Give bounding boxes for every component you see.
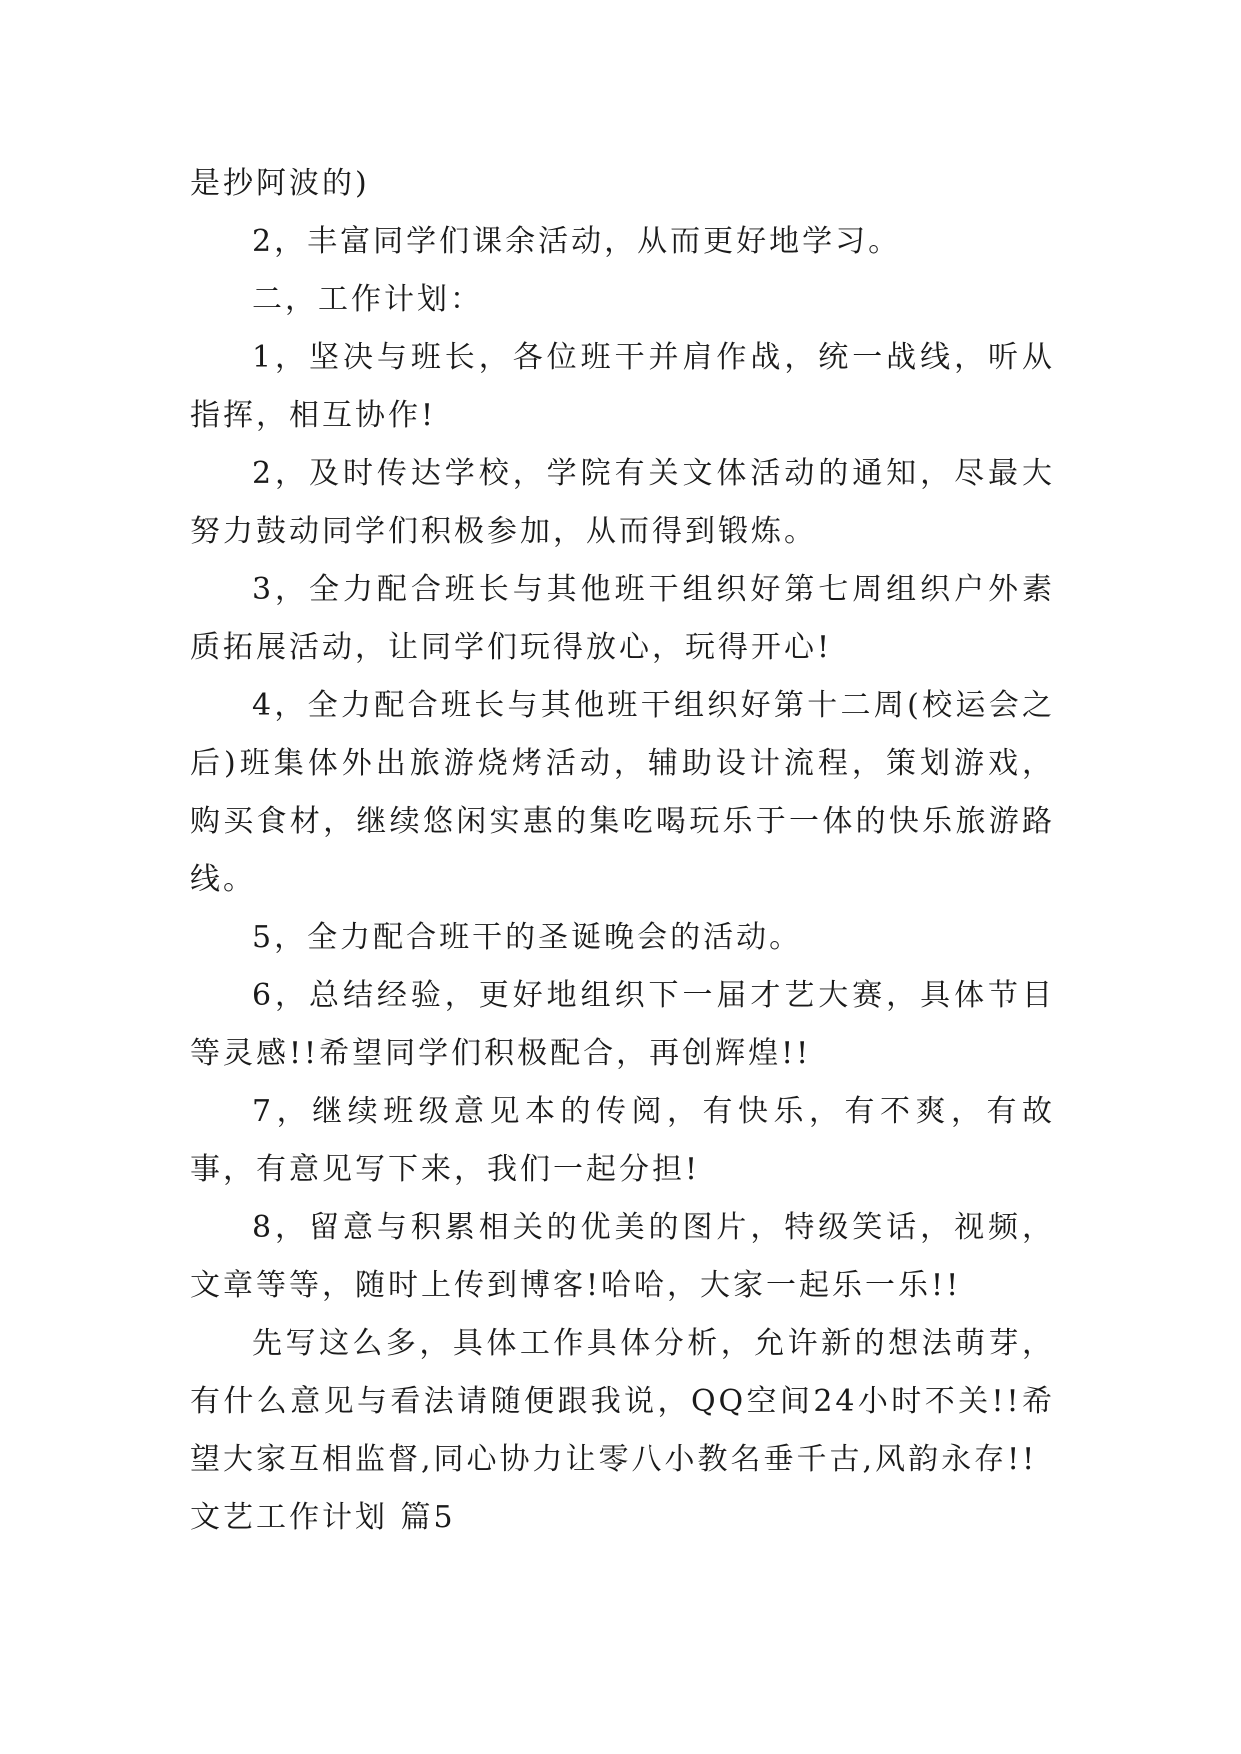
plan-item-2: 2，及时传达学校，学院有关文体活动的通知，尽最大努力鼓动同学们积极参加，从而得到锻炼。	[190, 456, 1055, 549]
paragraph-goal-2: 2，丰富同学们课余活动，从而更好地学习。	[252, 224, 902, 259]
plan-item-4: 4，全力配合班长与其他班干组织好第十二周(校运会之后)班集体外出旅游烧烤活动，辅助设计流程，策划游戏，购买食材，继续悠闲实惠的集吃喝玩乐于一体的快乐旅游路线。	[190, 688, 1055, 897]
closing-paragraph: 先写这么多，具体工作具体分析，允许新的想法萌芽，有什么意见与看法请随便跟我说，QQ空间24小时不关!!希望大家互相监督,同心协力让零八小教名垂千古,风韵永存!!	[190, 1326, 1055, 1477]
document-body	[190, 155, 1055, 1547]
paragraph-continuation: 是抄阿波的)	[190, 166, 370, 201]
plan-item-6: 6，总结经验，更好地组织下一届才艺大赛，具体节目等灵感!!希望同学们积极配合，再创辉煌!!	[190, 978, 1055, 1071]
section-heading: 文艺工作计划 篇5	[190, 1500, 456, 1535]
plan-item-7: 7，继续班级意见本的传阅，有快乐，有不爽，有故事，有意见写下来，我们一起分担!	[190, 1094, 1055, 1187]
plan-item-5: 5，全力配合班干的圣诞晚会的活动。	[252, 920, 803, 955]
plan-item-1: 1，坚决与班长，各位班干并肩作战，统一战线，听从指挥，相互协作!	[190, 340, 1055, 433]
plan-item-3: 3，全力配合班长与其他班干组织好第七周组织户外素质拓展活动，让同学们玩得放心，玩得开心!	[190, 572, 1055, 665]
section-title-work-plan: 二，工作计划：	[252, 282, 483, 317]
plan-item-8: 8，留意与积累相关的优美的图片，特级笑话，视频，文章等等，随时上传到博客!哈哈，大家一起乐一乐!!	[190, 1210, 1055, 1303]
